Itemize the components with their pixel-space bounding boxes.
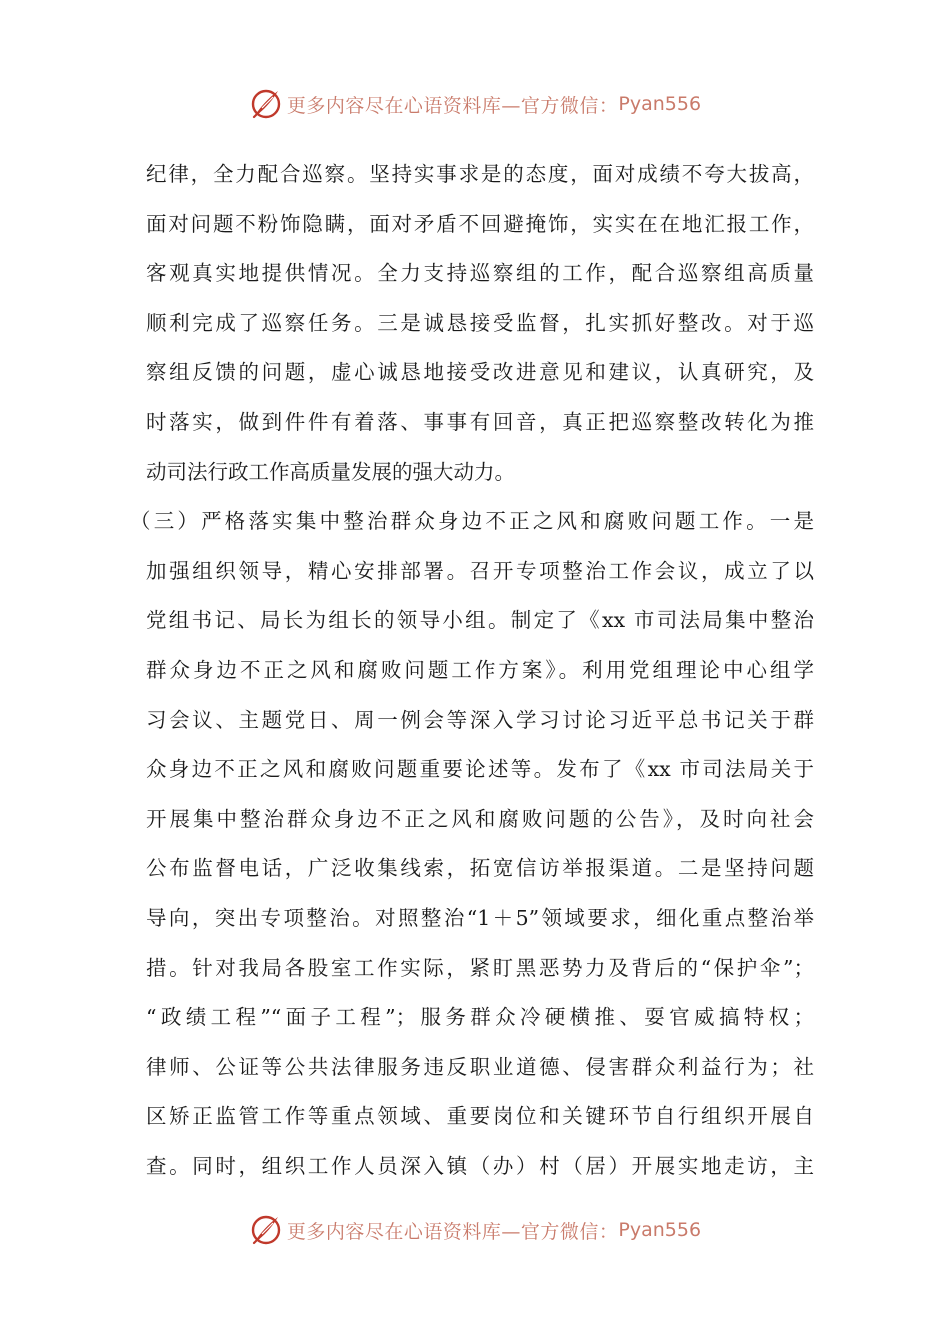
body-line: 面对问题不粉饰隐瞒，面对矛盾不回避掩饰，实实在在地汇报工作， — [146, 211, 814, 236]
body-line: 开展集中整治群众身边不正之风和腐败问题的公告》，及时向社会 — [146, 806, 814, 831]
body-line: 措。针对我局各股室工作实际，紧盯黑恶势力及背后的“保护伞”； — [146, 955, 814, 980]
watermark-header — [0, 82, 950, 126]
watermark-footer — [0, 1208, 950, 1252]
body-line: 区矫正监管工作等重点领域、重要岗位和关键环节自行组织开展自 — [146, 1104, 814, 1129]
watermark-brand: Pyan556 — [618, 93, 702, 115]
body-line: 群众身边不正之风和腐败问题工作方案》。利用党组理论中心组学 — [146, 657, 814, 682]
body-line: 察组反馈的问题，虚心诚恳地接受改进意见和建议，认真研究，及 — [146, 360, 814, 385]
quill-pen-logo-icon — [249, 1213, 283, 1247]
body-line: 客观真实地提供情况。全力支持巡察组的工作，配合巡察组高质量 — [146, 261, 814, 286]
body-line: 加强组织领导，精心安排部署。召开专项整治工作会议，成立了以 — [146, 558, 814, 583]
body-line: 习会议、主题党日、周一例会等深入学习讨论习近平总书记关于群 — [146, 707, 814, 732]
quill-pen-logo-icon — [249, 87, 283, 121]
body-line: 顺利完成了巡察任务。三是诚恳接受监督，扎实抓好整改。对于巡 — [146, 310, 814, 335]
section-heading-line: （三）严格落实集中整治群众身边不正之风和腐败问题工作。一是 — [130, 509, 814, 534]
body-line: 查。同时，组织工作人员深入镇（办）村（居）开展实地走访，主 — [146, 1153, 814, 1178]
body-line: 纪律，全力配合巡察。坚持实事求是的态度，面对成绩不夸大拔高， — [146, 162, 814, 186]
body-line: 公布监督电话，广泛收集线索，拓宽信访举报渠道。二是坚持问题 — [146, 856, 814, 881]
body-line: 动司法行政工作高质量发展的强大动力。 — [146, 459, 515, 484]
body-line: 众身边不正之风和腐败问题重要论述等。发布了《xx 市司法局关于 — [146, 757, 814, 782]
body-line: “政绩工程”“面子工程”；服务群众冷硬横推、耍官威搞特权； — [146, 1005, 814, 1030]
watermark-brand: Pyan556 — [618, 1219, 702, 1241]
watermark-text: 更多内容尽在心语资料库—官方微信： — [286, 1220, 619, 1243]
body-line: 时落实，做到件件有着落、事事有回音，真正把巡察整改转化为推 — [146, 409, 814, 434]
document-body — [130, 150, 814, 1191]
body-line: 律师、公证等公共法律服务违反职业道德、侵害群众利益行为；社 — [146, 1054, 814, 1079]
watermark-text: 更多内容尽在心语资料库—官方微信： — [286, 94, 619, 117]
body-line: 党组书记、局长为组长的领导小组。制定了《xx 市司法局集中整治 — [146, 608, 814, 633]
body-line: 导向，突出专项整治。对照整治“1＋5”领域要求，细化重点整治举 — [146, 905, 814, 930]
